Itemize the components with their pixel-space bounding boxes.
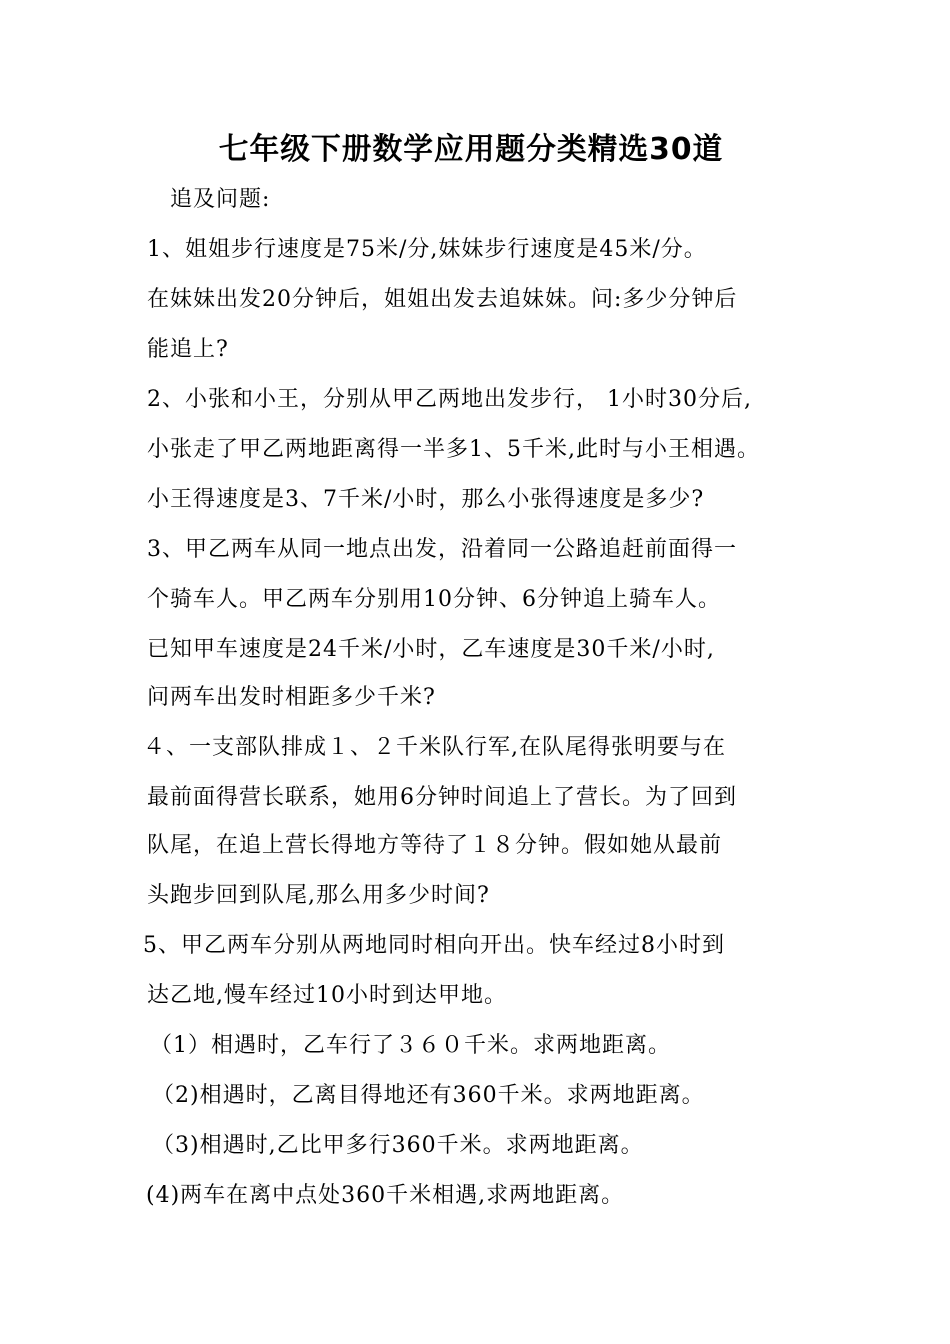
text-line: 在妹妹出发20分钟后，姐姐出发去追妹妹。问:多少分钟后 <box>147 287 738 312</box>
section-heading: 追及问题: <box>170 187 271 212</box>
text-line: (4)两车在离中点处360千米相遇,求两地距离。 <box>146 1183 625 1208</box>
text-line: 达乙地,慢车经过10小时到达甲地。 <box>147 983 507 1008</box>
text-line: 问两车出发时相距多少千米? <box>147 685 436 710</box>
text-line: 最前面得营长联系，她用6分钟时间追上了营长。为了回到 <box>147 785 737 810</box>
text-line: 5、甲乙两车分别从两地同时相向开出。快车经过8小时到 <box>143 933 725 958</box>
text-line: 小王得速度是3、7千米/小时，那么小张得速度是多少? <box>147 487 705 512</box>
text-line: 队尾，在追上营长得地方等待了１８分钟。假如她从最前 <box>147 833 723 858</box>
text-line: 小张走了甲乙两地距离得一半多1、5千米,此时与小王相遇。 <box>147 437 760 462</box>
text-line: 头跑步回到队尾,那么用多少时间? <box>147 883 490 908</box>
text-line: （3)相遇时,乙比甲多行360千米。求两地距离。 <box>152 1133 644 1158</box>
text-line: 个骑车人。甲乙两车分别用10分钟、6分钟追上骑车人。 <box>147 587 721 612</box>
page-title: 七年级下册数学应用题分类精选30道 <box>218 132 724 167</box>
text-line: （2)相遇时，乙离目得地还有360千米。求两地距离。 <box>152 1083 705 1108</box>
text-line: 能追上? <box>147 337 229 362</box>
text-line: 1、姐姐步行速度是75米/分,妹妹步行速度是45米/分。 <box>147 237 707 262</box>
text-line: 2、小张和小王，分别从甲乙两地出发步行， 1小时30分后, <box>147 387 752 412</box>
text-line: （1）相遇时，乙车行了３６０千米。求两地距离。 <box>150 1033 671 1058</box>
text-line: 已知甲车速度是24千米/小时，乙车速度是30千米/小时, <box>147 637 715 662</box>
text-line: 3、甲乙两车从同一地点出发，沿着同一公路追赶前面得一 <box>147 537 737 562</box>
text-line: ４、一支部队排成１、２千米队行军,在队尾得张明要与在 <box>143 735 726 760</box>
